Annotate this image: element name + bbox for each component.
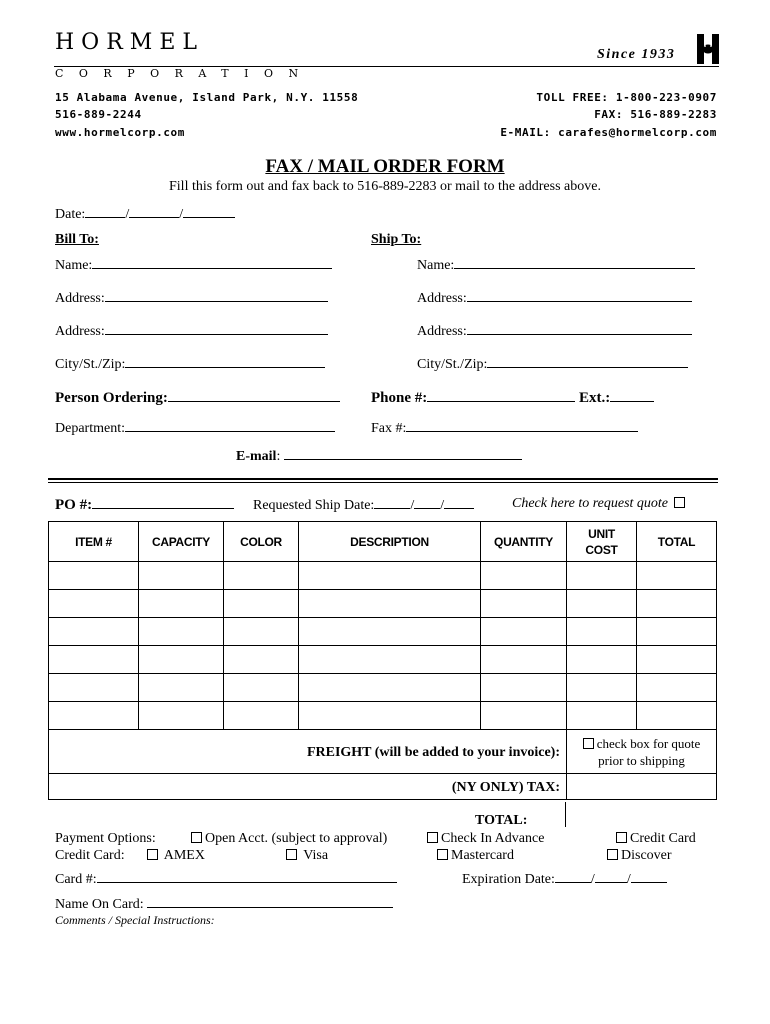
tax-row: [49, 774, 717, 800]
col-item: ITEM #: [49, 522, 139, 562]
expiration-date-field[interactable]: Expiration Date: / /: [462, 870, 667, 888]
checkbox-icon: [607, 849, 618, 860]
payment-options-label: Payment Options:: [55, 831, 156, 846]
checkbox-icon: [286, 849, 297, 860]
bill-city-label: City/St./Zip:: [55, 357, 126, 372]
discover-option[interactable]: [607, 848, 672, 864]
table-row[interactable]: [49, 590, 717, 618]
company-phone: 516-889-2244: [55, 108, 142, 121]
ship-name-field[interactable]: [417, 256, 695, 274]
freight-note-1: check box for quote: [596, 735, 701, 751]
form-title: FAX / MAIL ORDER FORM: [265, 156, 505, 177]
request-quote-checkbox[interactable]: [512, 496, 688, 512]
checkbox-icon: [437, 849, 448, 860]
checkbox-icon: [616, 832, 627, 843]
amex-label: AMEX: [163, 848, 205, 863]
phone-field[interactable]: [371, 389, 654, 407]
freight-row: [49, 730, 717, 774]
date-label: Date:: [55, 207, 86, 222]
freight-label-cell: [49, 730, 567, 774]
visa-label: Visa: [303, 848, 329, 863]
company-address: 15 Alabama Avenue, Island Park, N.Y. 11558: [55, 91, 359, 104]
email-label: E-mail: [236, 449, 277, 464]
expiration-label: Expiration Date:: [462, 872, 555, 887]
ship-to-heading: Ship To:: [371, 232, 422, 247]
name-on-card-label: Name On Card:: [55, 897, 144, 912]
email-field[interactable]: E-mail:: [236, 447, 522, 465]
freight-quote-checkbox[interactable]: [567, 730, 717, 774]
visa-option[interactable]: [286, 848, 328, 864]
table-row[interactable]: [49, 646, 717, 674]
bill-city-field[interactable]: [55, 355, 325, 373]
comments-label: Comments / Special Instructions:: [55, 913, 215, 927]
mastercard-label: Mastercard: [451, 848, 514, 863]
date-field[interactable]: Date: / /: [55, 205, 235, 223]
credit-card-option[interactable]: [616, 831, 696, 847]
fax-label: Fax #:: [371, 421, 407, 436]
ship-address-label-2: Address:: [417, 324, 467, 339]
company-toll-free: TOLL FREE: 1-800-223-0907: [536, 91, 717, 104]
corporation-text: CORPORATION: [55, 67, 314, 80]
card-number-field[interactable]: [55, 870, 397, 888]
person-ordering-label: Person Ordering:: [55, 390, 168, 406]
fax-field[interactable]: [371, 419, 638, 437]
bill-address-field-2[interactable]: [55, 322, 328, 340]
table-header-row: [49, 522, 717, 562]
credit-card-option-label: Credit Card: [630, 831, 696, 846]
bill-address-label-2: Address:: [55, 324, 105, 339]
ship-name-label: Name:: [417, 258, 455, 273]
company-name: HORMEL: [55, 30, 204, 55]
table-row[interactable]: [49, 674, 717, 702]
request-quote-label: Check here to request quote: [512, 496, 669, 511]
checkbox-icon: [583, 738, 594, 749]
ship-address-field-2[interactable]: [417, 322, 692, 340]
tax-label: (NY ONLY) TAX:: [451, 779, 560, 795]
phone-label: Phone #:: [371, 390, 428, 406]
bill-to-heading: Bill To:: [55, 232, 99, 247]
checkbox-icon: [674, 497, 685, 508]
checkbox-icon: [147, 849, 158, 860]
tax-label-cell: [49, 774, 567, 800]
checkbox-icon: [427, 832, 438, 843]
card-number-label: Card #:: [55, 872, 97, 887]
po-field[interactable]: [55, 496, 234, 514]
col-unit-cost: UNIT COST: [567, 522, 637, 562]
company-email: E-MAIL: carafes@hormelcorp.com: [500, 126, 717, 139]
col-quantity: QUANTITY: [481, 522, 567, 562]
name-on-card-field[interactable]: [55, 895, 393, 913]
total-label: TOTAL:: [475, 813, 528, 828]
table-row[interactable]: [49, 702, 717, 730]
bill-address-label-1: Address:: [55, 291, 105, 306]
department-label: Department:: [55, 421, 125, 436]
po-label: PO #:: [55, 497, 93, 513]
discover-label: Discover: [621, 848, 672, 863]
mastercard-option[interactable]: [437, 848, 514, 864]
credit-card-label: Credit Card:: [55, 848, 125, 863]
ext-label: Ext.:: [579, 390, 611, 406]
since-text: Since 1933: [597, 47, 676, 62]
col-description: DESCRIPTION: [299, 522, 481, 562]
department-field[interactable]: [55, 419, 335, 437]
check-in-advance-option[interactable]: [427, 831, 544, 847]
company-fax: FAX: 516-889-2283: [594, 108, 717, 121]
bill-name-label: Name:: [55, 258, 93, 273]
hormel-logo-icon: [696, 33, 720, 65]
ship-city-label: City/St./Zip:: [417, 357, 488, 372]
check-in-advance-label: Check In Advance: [441, 831, 545, 846]
open-account-option[interactable]: [191, 831, 387, 847]
ship-city-field[interactable]: [417, 355, 688, 373]
bill-address-field-1[interactable]: [55, 289, 328, 307]
checkbox-icon: [191, 832, 202, 843]
person-ordering-field[interactable]: [55, 389, 340, 407]
form-subtitle: Fill this form out and fax back to 516-889-2283 or mail to the address above.: [169, 179, 601, 194]
total-value-cell[interactable]: [565, 802, 567, 827]
bill-name-field[interactable]: [55, 256, 332, 274]
table-row[interactable]: [49, 618, 717, 646]
freight-label: FREIGHT (will be added to your invoice):: [306, 744, 560, 760]
section-rule-top: [48, 478, 718, 480]
tax-value-cell[interactable]: [567, 774, 717, 800]
company-website: www.hormelcorp.com: [55, 126, 186, 139]
amex-option[interactable]: [147, 848, 205, 864]
section-rule-bottom: [48, 482, 718, 483]
order-items-table: [48, 521, 717, 800]
requested-ship-date-label: Requested Ship Date:: [253, 498, 375, 513]
table-row[interactable]: [49, 562, 717, 590]
requested-ship-date-field[interactable]: Requested Ship Date: / /: [253, 496, 474, 514]
freight-note-2: prior to shipping: [598, 752, 685, 768]
col-total: TOTAL: [637, 522, 717, 562]
ship-address-field-1[interactable]: [417, 289, 692, 307]
col-color: COLOR: [224, 522, 299, 562]
col-capacity: CAPACITY: [139, 522, 224, 562]
ship-address-label-1: Address:: [417, 291, 467, 306]
open-account-label: Open Acct. (subject to approval): [205, 831, 388, 846]
